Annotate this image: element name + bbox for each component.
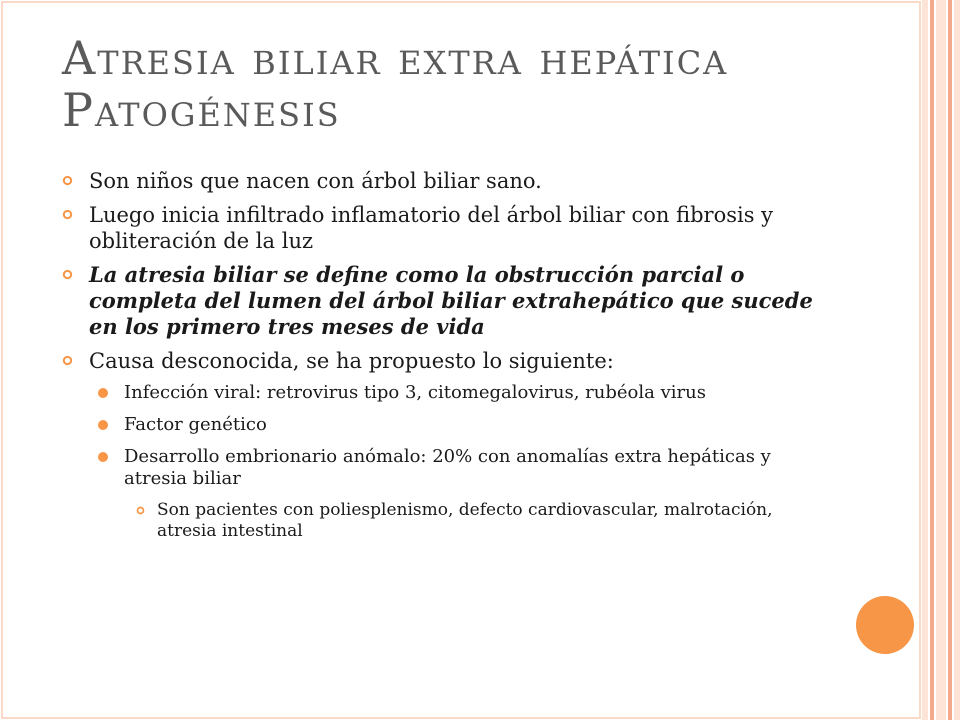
bullet-item xyxy=(62,348,822,374)
ring-bullet-icon xyxy=(62,355,73,366)
sub-bullet-text: Infección viral: retrovirus tipo 3, citomegalovirus, rubéola virus xyxy=(124,382,706,403)
bullet-item-emphasis xyxy=(62,262,822,340)
dot-bullet-icon xyxy=(98,388,108,398)
ring-bullet-icon xyxy=(62,209,73,220)
bullet-text: Causa desconocida, se ha propuesto lo siguiente: xyxy=(89,349,614,373)
sub-bullet-item xyxy=(62,382,822,404)
sub-bullet-item xyxy=(62,446,822,490)
sub-bullet-text: Factor genético xyxy=(124,414,267,435)
slide-content xyxy=(62,168,822,550)
sub-sub-bullet-text: Son pacientes con poliesplenismo, defecto cardiovascular, malrotación, atresia intestinal xyxy=(157,500,773,541)
sub-bullet-item xyxy=(62,414,822,436)
ring-bullet-icon xyxy=(136,506,145,515)
ring-bullet-icon xyxy=(62,175,73,186)
sub-sub-bullet-item xyxy=(62,500,822,542)
title-line-1: Atresia biliar extra hepática xyxy=(62,31,729,85)
bullet-item xyxy=(62,168,822,194)
sub-bullet-text: Desarrollo embrionario anómalo: 20% con anomalías extra hepáticas y atresia biliar xyxy=(124,446,771,489)
bullet-text: La atresia biliar se define como la obstrucción parcial o completa del lumen del árbol biliar extrahepático que sucede en los primero tres meses de vida xyxy=(89,262,813,339)
decorative-circle xyxy=(856,596,914,654)
bullet-text: Luego inicia infiltrado inflamatorio del árbol biliar con fibrosis y obliteración de la luz xyxy=(89,203,774,253)
bullet-text: Son niños que nacen con árbol biliar sano. xyxy=(89,169,542,193)
dot-bullet-icon xyxy=(98,420,108,430)
bullet-item xyxy=(62,202,822,254)
title-line-2: Patogénesis xyxy=(62,83,341,137)
ring-bullet-icon xyxy=(62,269,73,280)
dot-bullet-icon xyxy=(98,452,108,462)
slide-title xyxy=(62,32,862,136)
